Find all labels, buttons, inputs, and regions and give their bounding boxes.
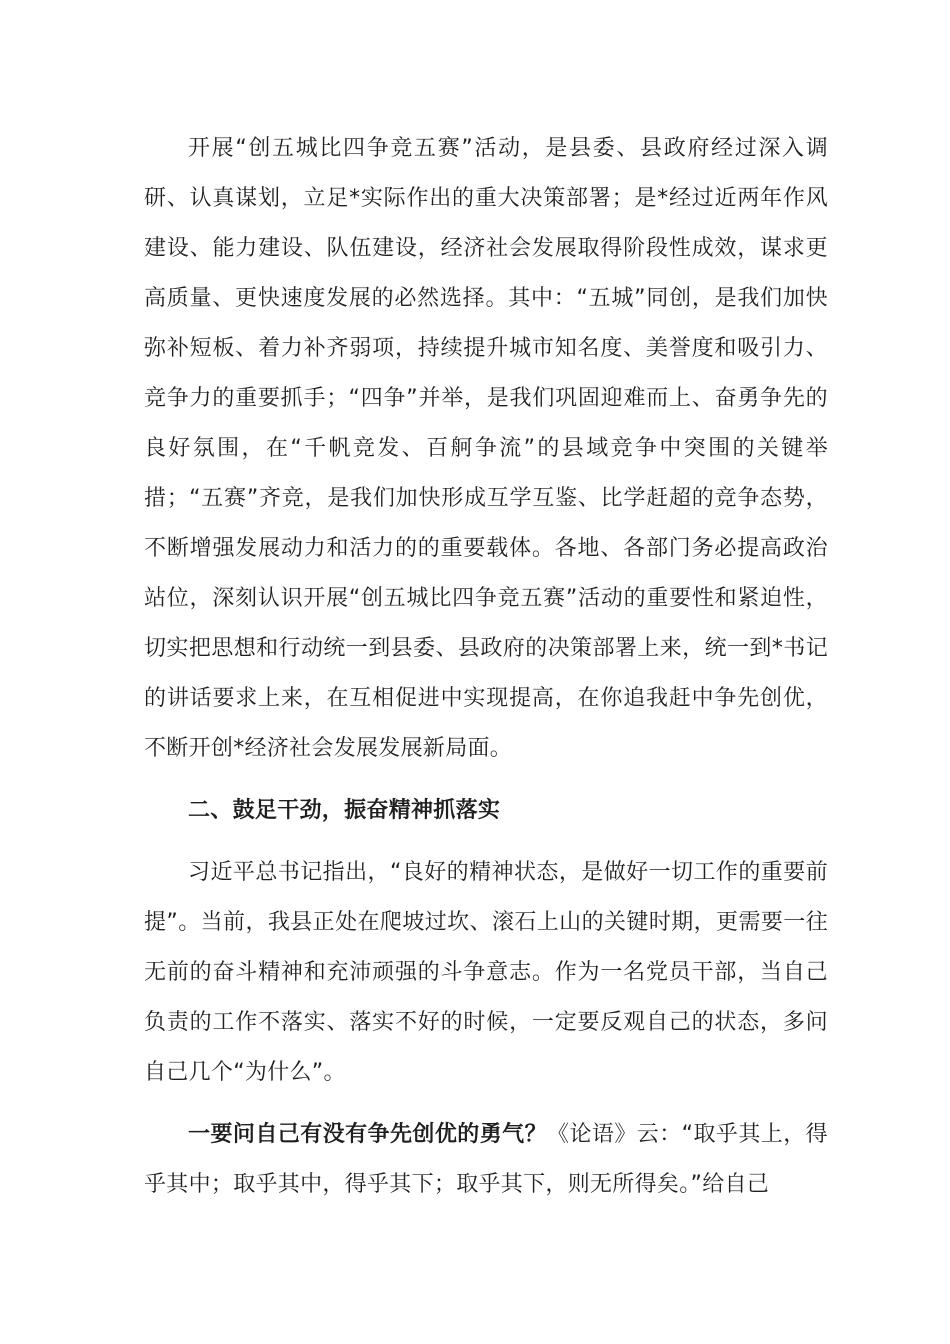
document-body [144, 124, 828, 1222]
paragraph-intro: 开展“创五城比四争竞五赛”活动，是县委、县政府经过深入调研、认真谋划，立足*实际作出的重大决策部署；是*经过近两年作风建设、能力建设、队伍建设，经济社会发展取得阶段性成效，谋求更高质量、更快速度发展的必然选择。其中：“五城”同创，是我们加快弥补短板、着力补齐弱项，持续提升城市知名度、美誉度和吸引力、竞争力的重要抓手；“四争”并举，是我们巩固迎难而上、奋勇争先的良好氛围，在“千帆竞发、百舸争流”的县域竞争中突围的关键举措；“五赛”齐竞，是我们加快形成互学互鉴、比学赶超的竞争态势，不断增强发展动力和活力的的重要载体。各地、各部门务必提高政治站位，深刻认识开展“创五城比四争竞五赛”活动的重要性和紧迫性，切实把思想和行动统一到县委、县政府的决策部署上来，统一到*书记的讲话要求上来，在互相促进中实现提高，在你追我赶中争先创优，不断开创*经济社会发展发展新局面。 [144, 136, 828, 761]
section-heading: 二、鼓足干劲，振奋精神抓落实 [188, 798, 501, 823]
question-lead: 一要问自己有没有争先创优的勇气？ [188, 1122, 548, 1147]
paragraph-quote: 习近平总书记指出，“良好的精神状态，是做好一切工作的重要前提”。当前，我县正处在爬坡过坎、滚石上山的关键时期，更需要一往无前的奋斗精神和充沛顽强的斗争意志。作为一名党员干部，当自己负责的工作不落实、落实不好的时候，一定要反观自己的状态，多问自己几个“为什么”。 [144, 860, 828, 1085]
paragraph-question [144, 1110, 828, 1210]
question-text: 《论语》云：“取乎其上，得乎其中；取乎其中，得乎其下；取乎其下，则无所得矣。”给自己 [144, 1122, 828, 1197]
